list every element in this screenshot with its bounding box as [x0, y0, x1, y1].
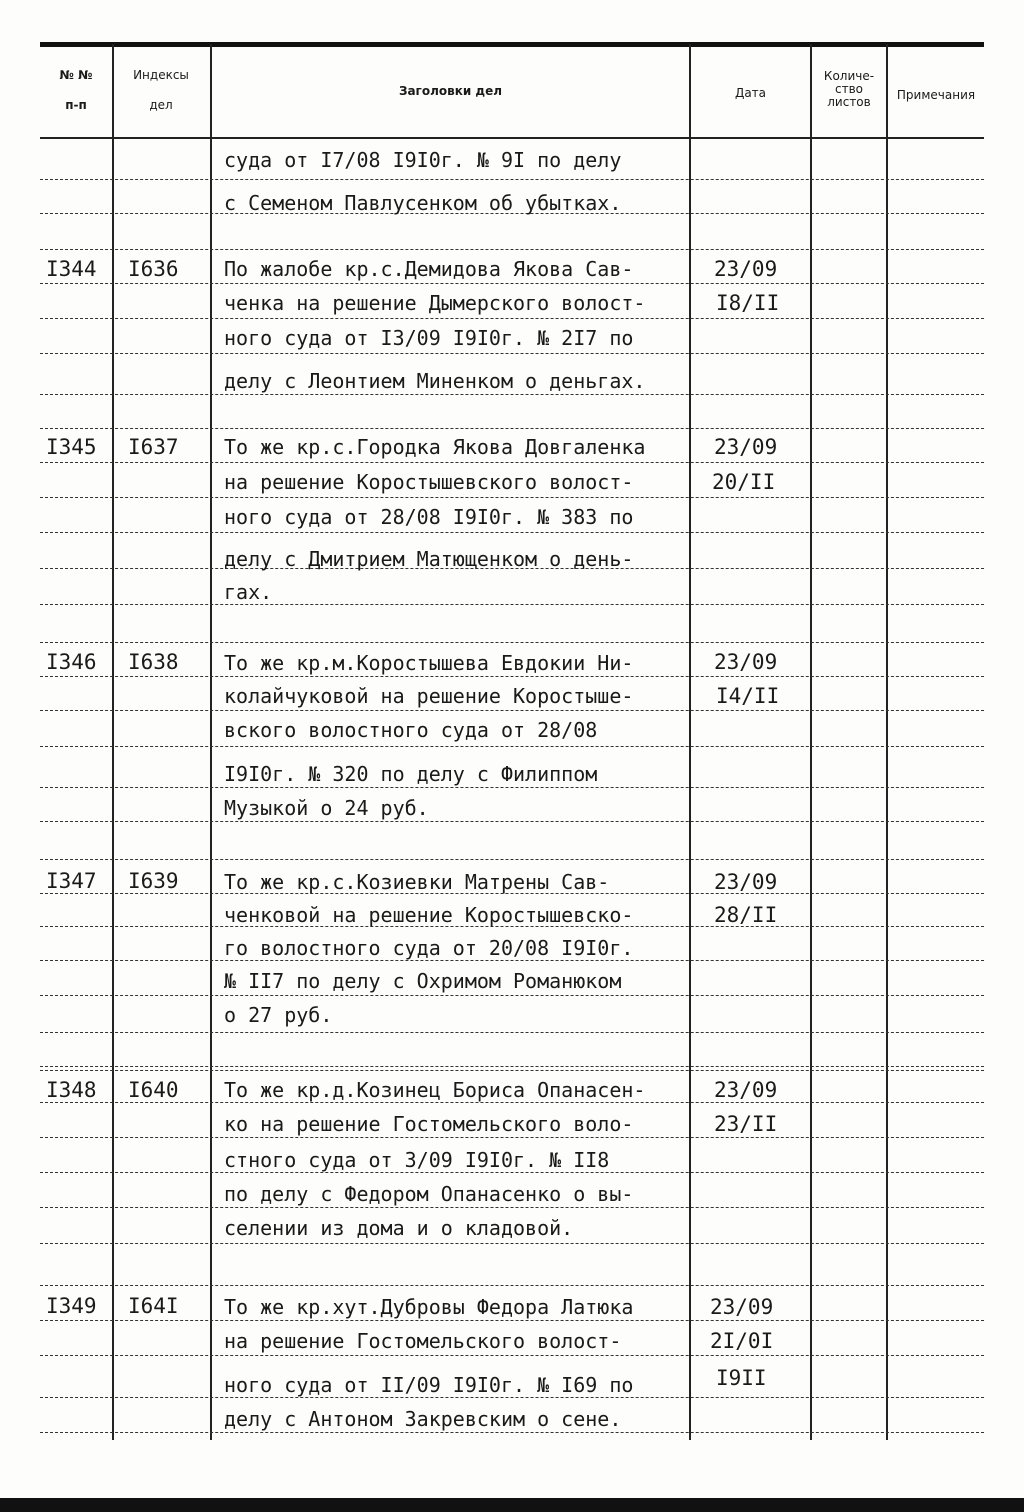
- column-divider: [689, 44, 691, 1440]
- scan-bottom-edge: [0, 1498, 1024, 1512]
- title-line: По жалобе кр.с.Демидова Якова Сав-: [224, 257, 634, 281]
- row-rule: [40, 249, 984, 250]
- title-line: по делу с Федором Опанасенко о вы-: [224, 1182, 634, 1206]
- row-rule: [40, 353, 984, 354]
- row-rule: [40, 859, 984, 860]
- row-rule: [40, 532, 984, 533]
- title-line: с Семеном Павлусенком об убытках.: [224, 191, 622, 215]
- title-line: То же кр.с.Городка Якова Довгаленка: [224, 435, 646, 459]
- title-line: ного суда от II/09 I9I0г. № I69 по: [224, 1373, 634, 1397]
- row-rule: [40, 318, 984, 319]
- record-date: 28/II: [714, 903, 778, 927]
- header-count: [812, 70, 886, 109]
- title-line: ного суда от 28/08 I9I0г. № 383 по: [224, 505, 634, 529]
- header-number-line2: п-п: [65, 98, 87, 112]
- record-number: I347: [46, 869, 97, 893]
- record-date: I4/II: [716, 684, 780, 708]
- row-rule: [40, 1397, 984, 1398]
- column-divider: [886, 44, 888, 1440]
- record-date: 23/09: [710, 1295, 774, 1319]
- record-index: I640: [128, 1078, 179, 1102]
- record-number: I346: [46, 650, 97, 674]
- row-rule: [40, 787, 984, 788]
- title-line: ко на решение Гостомельского воло-: [224, 1112, 634, 1136]
- header-count-line2: ство: [834, 82, 863, 96]
- title-line: делу с Леонтием Миненком о деньгах.: [224, 369, 646, 393]
- row-rule: [40, 1070, 984, 1071]
- row-rule: [40, 746, 984, 747]
- record-number: I345: [46, 435, 97, 459]
- row-rule: [40, 1320, 984, 1321]
- record-date: 23/09: [714, 1078, 778, 1102]
- row-rule: [40, 1066, 984, 1067]
- title-line: То же кр.м.Коростышева Евдокии Ни-: [224, 651, 634, 675]
- title-line: колайчуковой на решение Коростыше-: [224, 684, 634, 708]
- title-line: стного суда от 3/09 I9I0г. № II8: [224, 1148, 610, 1172]
- title-line: ченка на решение Дымерского волост-: [224, 291, 646, 315]
- title-line: делу с Антоном Закревским о сене.: [224, 1407, 622, 1431]
- row-rule: [40, 394, 984, 395]
- record-index: I637: [128, 435, 179, 459]
- title-line: селении из дома и о кладовой.: [224, 1216, 574, 1240]
- title-line: ного суда от I3/09 I9I0г. № 2I7 по: [224, 326, 634, 350]
- title-line: суда от I7/08 I9I0г. № 9I по делу: [224, 148, 622, 172]
- row-rule: [40, 497, 984, 498]
- title-line: го волостного суда от 20/08 I9I0г.: [224, 936, 634, 960]
- record-date: I9II: [716, 1366, 767, 1390]
- record-date: 20/II: [712, 470, 776, 494]
- header-bottom-border: [40, 137, 984, 139]
- title-line: делу с Дмитрием Матющенком о день-: [224, 547, 634, 571]
- title-line: Музыкой о 24 руб.: [224, 796, 429, 820]
- record-index: I64I: [128, 1294, 179, 1318]
- column-divider: [210, 44, 212, 1440]
- row-rule: [40, 283, 984, 284]
- record-date: 2I/0I: [710, 1329, 774, 1353]
- title-line: То же кр.хут.Дубровы Федора Латюка: [224, 1295, 634, 1319]
- title-line: № II7 по делу с Охримом Романюком: [224, 969, 622, 993]
- title-line: ченковой на решение Коростышевско-: [224, 903, 634, 927]
- row-rule: [40, 604, 984, 605]
- record-date: 23/09: [714, 435, 778, 459]
- header-index-line2: дел: [149, 98, 173, 112]
- row-rule: [40, 1032, 984, 1033]
- header-date: Дата: [734, 86, 767, 100]
- title-line: гах.: [224, 580, 273, 604]
- column-divider: [112, 44, 114, 1440]
- record-index: I638: [128, 650, 179, 674]
- record-date: 23/09: [714, 650, 778, 674]
- record-index: I636: [128, 257, 179, 281]
- row-rule: [40, 1432, 984, 1433]
- header-count-line1: Количе-: [823, 69, 875, 83]
- row-rule: [40, 642, 984, 643]
- record-date: I8/II: [716, 291, 780, 315]
- row-rule: [40, 428, 984, 429]
- row-rule: [40, 1243, 984, 1244]
- header-number-line1: № №: [59, 68, 93, 82]
- row-rule: [40, 960, 984, 961]
- row-rule: [40, 1172, 984, 1173]
- header-notes: Примечания: [896, 88, 976, 102]
- row-rule: [40, 1285, 984, 1286]
- header-number: [40, 68, 112, 112]
- record-number: I348: [46, 1078, 97, 1102]
- title-line: То же кр.с.Козиевки Матрены Сав-: [224, 870, 610, 894]
- title-line: на решение Гостомельского волост-: [224, 1329, 622, 1353]
- header-index-line1: Индексы: [133, 68, 189, 82]
- row-rule: [40, 1355, 984, 1356]
- row-rule: [40, 1207, 984, 1208]
- record-date: 23/II: [714, 1112, 778, 1136]
- row-rule: [40, 821, 984, 822]
- top-border: [40, 42, 984, 47]
- title-line: I9I0г. № 320 по делу с Филиппом: [224, 762, 598, 786]
- row-rule: [40, 462, 984, 463]
- row-rule: [40, 1102, 984, 1103]
- header-index: [112, 68, 210, 112]
- record-date: 23/09: [714, 870, 778, 894]
- row-rule: [40, 1137, 984, 1138]
- record-index: I639: [128, 869, 179, 893]
- row-rule: [40, 676, 984, 677]
- title-line: То же кр.д.Козинец Бориса Опанасен-: [224, 1078, 646, 1102]
- record-date: 23/09: [714, 257, 778, 281]
- record-number: I349: [46, 1294, 97, 1318]
- title-line: на решение Коростышевского волост-: [224, 470, 634, 494]
- header-count-line3: листов: [827, 95, 871, 109]
- header-title: Заголовки дел: [398, 84, 503, 98]
- title-line: вского волостного суда от 28/08: [224, 718, 598, 742]
- record-number: I344: [46, 257, 97, 281]
- title-line: о 27 руб.: [224, 1003, 333, 1027]
- row-rule: [40, 710, 984, 711]
- row-rule: [40, 995, 984, 996]
- row-rule: [40, 179, 984, 180]
- column-divider: [810, 44, 812, 1440]
